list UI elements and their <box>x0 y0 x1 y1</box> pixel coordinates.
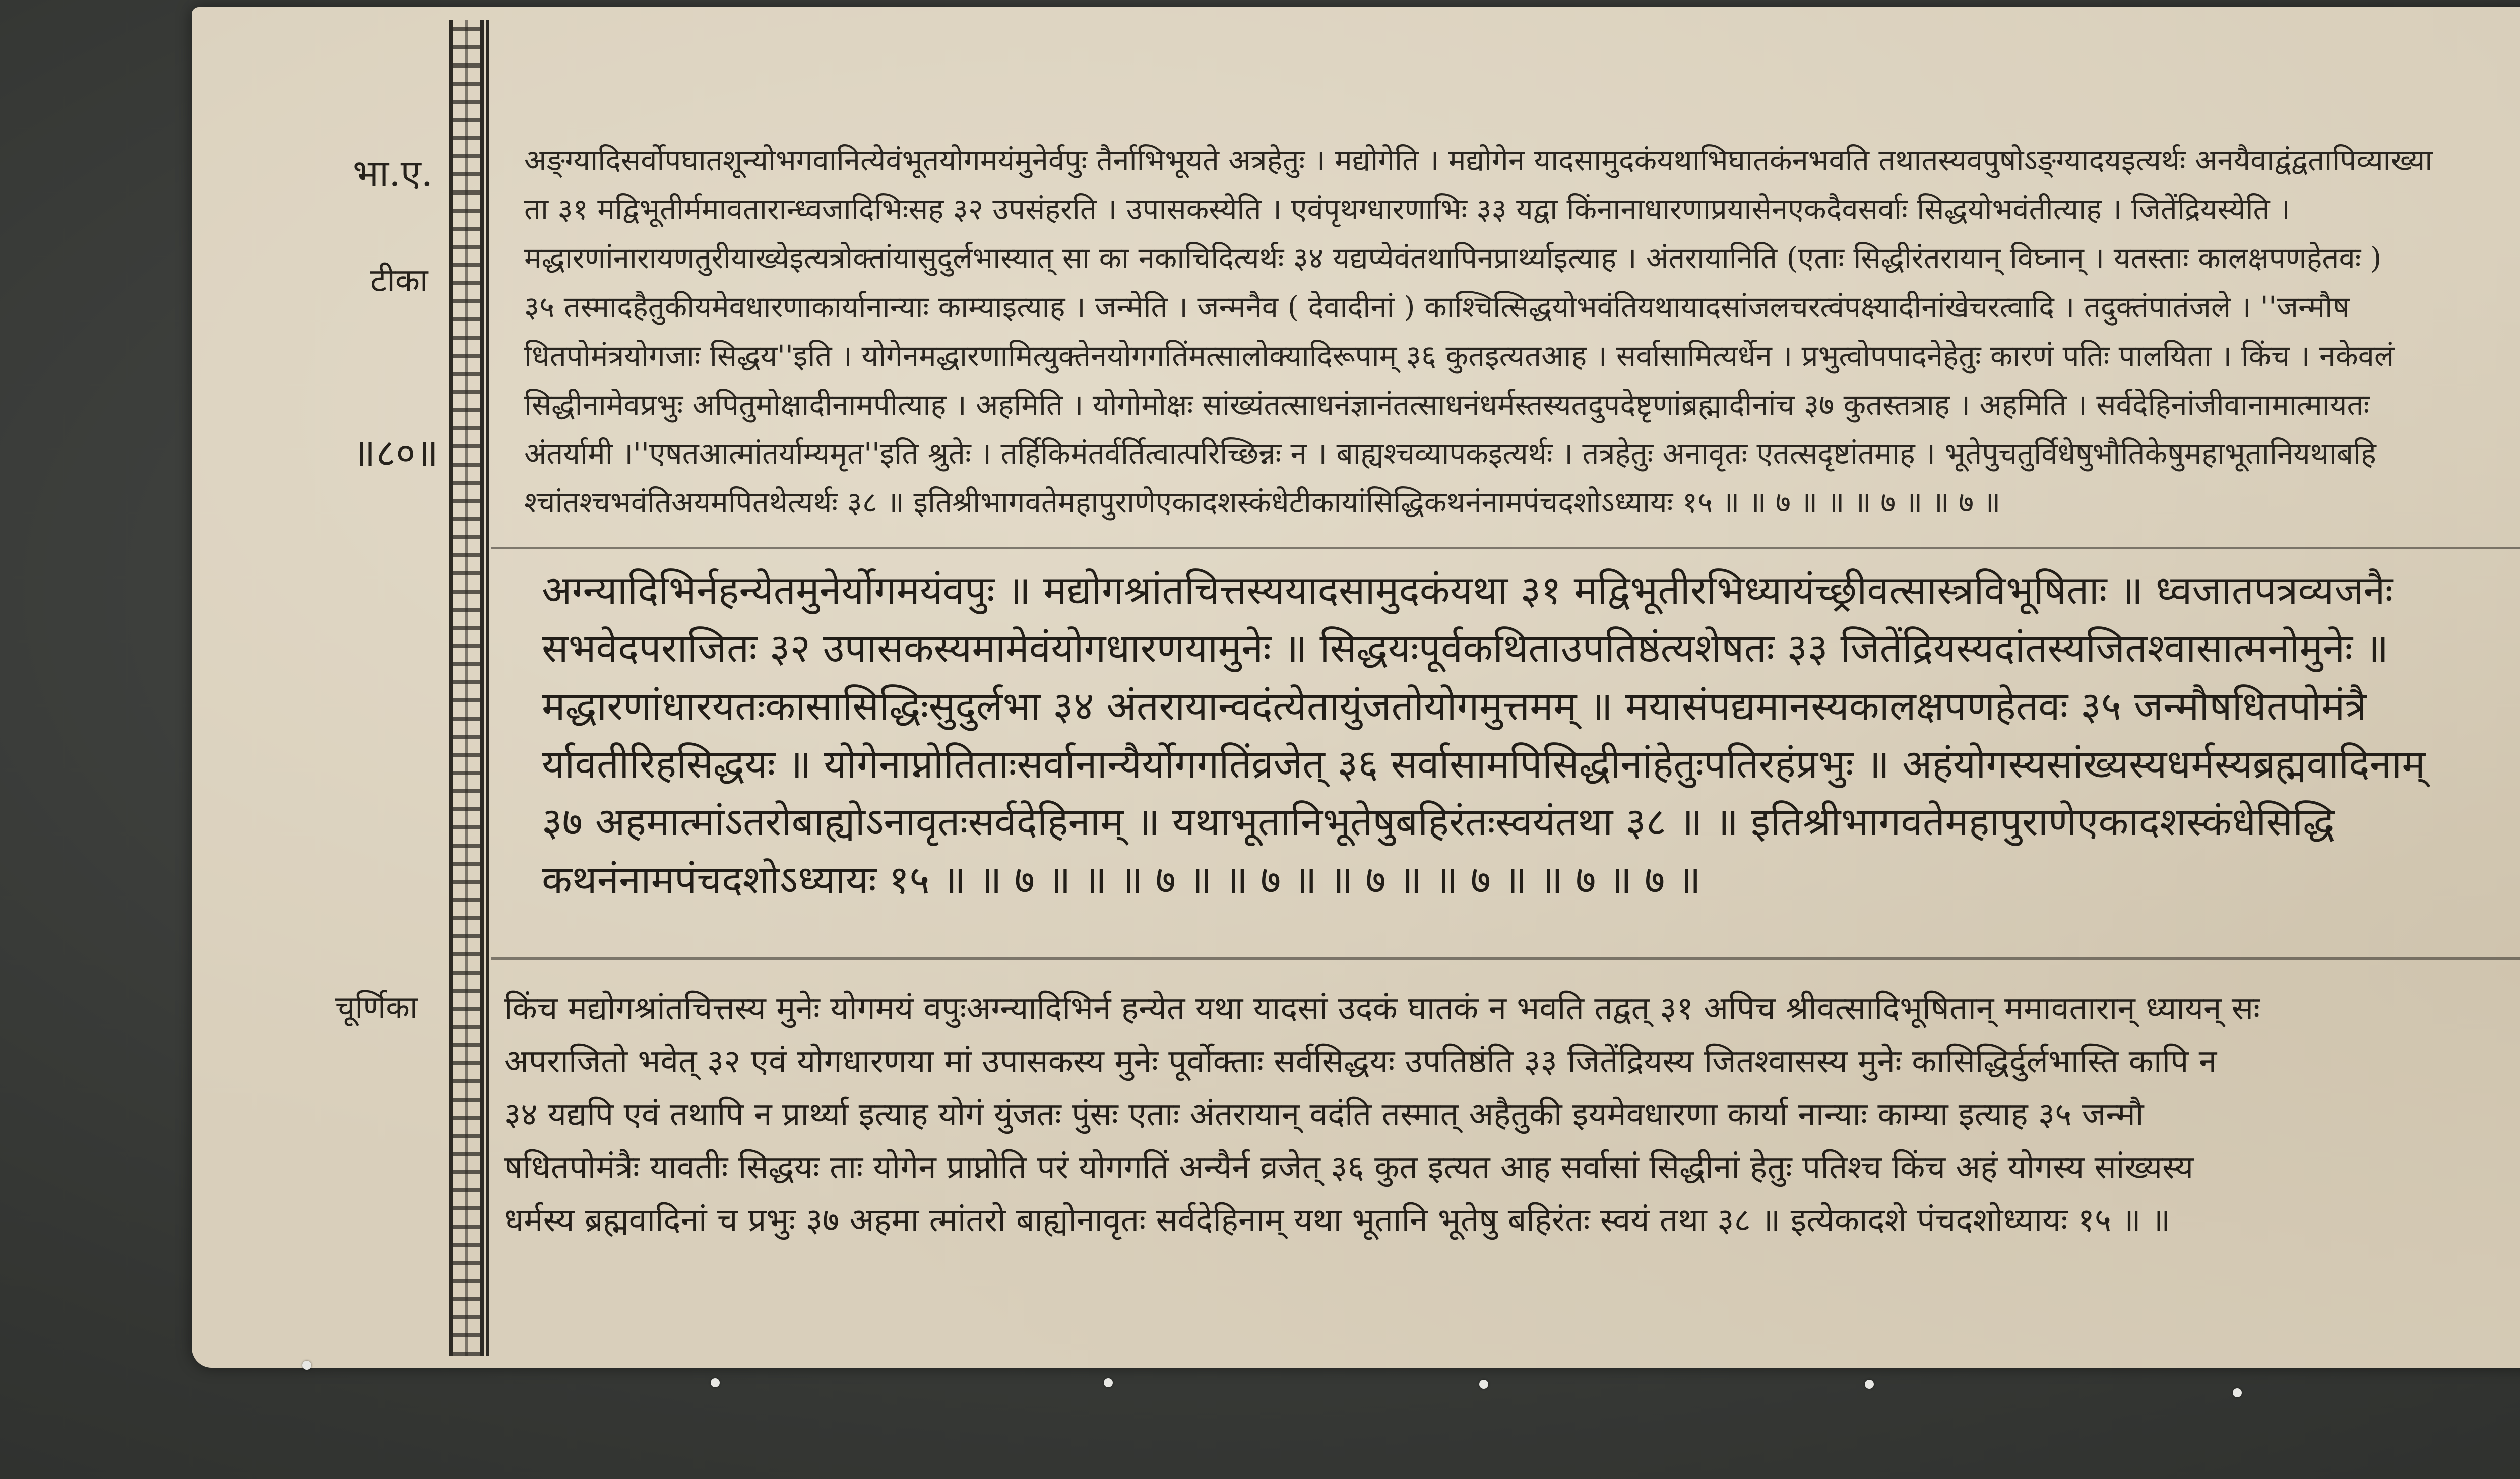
commentary-line: ता ३१ मद्विभूतीर्ममावतारान्ध्वजादिभिःसह ३२ उपसंहरति । उपासकस्येति । एवंपृथग्धारणाभिः ३३ यद्वा किंनानाधारणाप्रयासेनएकदैवसर्वाः सिद्धयोभवंतीत्याह । जितेंद्रियस्येति । <box>524 192 2291 226</box>
commentary-line: धितपोमंत्रयोगजाः सिद्धय''इति । योगेनमद्धारणामित्युक्तेनयोगगतिंमत्सालोक्यादिरूपाम् ३६ कुतइत्यतआह । सर्वासामित्यर्धेन । प्रभुत्वोपपादनेहेतुः कारणं पतिः पालयिता । किंच । नकेवलं <box>524 339 2395 373</box>
churnika-line: किंच मद्योगश्रांतचित्तस्य मुनेः योगमयं वपुःअग्न्यादिभिर्न हन्येत यथा यादसां उदकं घातकं न भवति तद्वत् ३१ अपिच श्रीवत्सादिभूषितान् ममावतारान् ध्यायन् सः <box>504 990 2260 1027</box>
churnika-line: ३४ यद्यपि एवं तथापि न प्रार्थ्या इत्याह योगं युंजतः पुंसः एताः अंतरायान् वदंति तस्मात् अहैतुकी इयमेवधारणा कार्या नान्याः काम्या इत्याह ३५ जन्मौ <box>504 1096 2144 1133</box>
left-border-line <box>486 20 489 1356</box>
commentary-line: श्चांतश्चभवंतिअयमपितथेत्यर्थः ३८ ॥ इतिश्रीभागवतेमहापुराणेएकादशस्कंधेटीकायांसिद्धिकथनंनामपंचदशोऽध्यायः १५ ॥ ॥ ७ ॥ ॥ ॥ ७ ॥ ॥ ७ ॥ <box>524 485 2001 520</box>
commentary-line: अङ्ग्यादिसर्वोपघातशून्योभगवानित्येवंभूतयोगमयंमुनेर्वपुः तैर्नाभिभूयते अत्रहेतुः । मद्योगेति । मद्योगेन यादसामुदकंयथाभिघातकंनभवति तथातस्यवपुषोऽङ्ग्यादयइत्यर्थः अनयैवाद्वंद्वतापिव्याख्या <box>524 143 2433 177</box>
commentary-line: अंतर्यामी ।''एषतआत्मांतर्याम्यमृत''इति श्रुतेः । तर्हिकिमंतर्वर्तित्वात्परिच्छिन्नः न । बाह्यश्चव्यापकइत्यर्थः । तत्रहेतुः अनावृतः एतत्सदृष्टांतमाह । भूतेपुचतुर्विधेषुभौतिकेषुमहाभूतानियथाबहि <box>524 436 2376 471</box>
pin-marker <box>1865 1380 1874 1389</box>
tika-label: टीका <box>370 262 428 299</box>
verse-line: र्यावतीरिहसिद्धयः ॥ योगेनाप्नोतिताःसर्वानान्यैर्योगगतिंव्रजेत् ३६ सर्वासामपिसिद्धीनांहेतुःपतिरहंप्रभुः ॥ अहंयोगस्यसांख्यस्यधर्मस्यब्रह्मवादिनाम् <box>542 742 2425 787</box>
verse-line: ३७ अहमात्मांऽतरोबाह्योऽनावृतःसर्वदेहिनाम् ॥ यथाभूतानिभूतेषुबहिरंतःस्वयंतथा ३८ ॥ ॥ इतिश्रीभागवतेमहापुराणेएकादशस्कंधेसिद्धि <box>542 800 2335 845</box>
divider-verse-churnika <box>491 957 2520 960</box>
left-ornamental-border <box>449 20 484 1356</box>
churnika-block <box>504 983 2520 1247</box>
pin-marker <box>1479 1380 1488 1389</box>
divider-commentary-verse <box>491 547 2520 549</box>
churnika-line: षधितपोमंत्रैः यावतीः सिद्धयः ताः योगेन प्राप्नोति परं योगगतिं अन्यैर्न व्रजेत् ३६ कुत इत्यत आह सर्वासां सिद्धीनां हेतुः पतिश्च किंच अहं योगस्य सांख्यस्य <box>504 1149 2194 1186</box>
main-verse-block <box>542 562 2520 910</box>
churnika-line: धर्मस्य ब्रह्मवादिनां च प्रभुः ३७ अहमा त्मांतरो बाह्योनावृतः सर्वदेहिनाम् यथा भूतानि भूतेषु बहिरंतः स्वयं तथा ३८ ॥ इत्येकादशे पंचदशोध्यायः १५ ॥ ॥ <box>504 1202 2171 1239</box>
commentary-line: ३५ तस्मादहैतुकीयमेवधारणाकार्यानान्याः काम्याइत्याह । जन्मेति । जन्मनैव ( देवादीनां ) काश्चित्सिद्धयोभवंतियथायादसांजलचरत्वंपक्ष्यादीनांखेचरत्वादि । तदुक्तंपातंजले । ''जन्मौष <box>524 290 2350 324</box>
verse-line: मद्धारणांधारयतःकासासिद्धिःसुदुर्लभा ३४ अंतरायान्वदंत्येतायुंजतोयोगमुत्तमम् ॥ मयासंपद्यमानस्यकालक्षपणहेतवः ३५ जन्मौषधितपोमंत्रै <box>542 684 2367 729</box>
commentary-line: मद्धारणांनारायणतुरीयाख्येइत्यत्रोक्तांयासुदुर्लभास्यात् सा का नकाचिदित्यर्थः ३४ यद्यप्येवंतथापिनप्रार्थ्याइत्याह । अंतरायानिति (एताः सिद्धीरंतरायान् विघ्नान् । यतस्ताः कालक्षपणहेतवः ) <box>524 241 2382 275</box>
verse-line: कथनंनामपंचदशोऽध्यायः १५ ॥ ॥ ७ ॥ ॥ ॥ ७ ॥ ॥ ७ ॥ ॥ ७ ॥ ॥ ७ ॥ ॥ ७ ॥ ७ ॥ <box>542 858 1701 903</box>
pin-marker <box>711 1378 720 1387</box>
commentary-line: सिद्धीनामेवप्रभुः अपितुमोक्षादीनामपीत्याह । अहमिति । योगोमोक्षः सांख्यंतत्साधनंज्ञानंतत्साधनंधर्मस्तस्यतदुपदेष्टृणांब्रह्मादीनांच ३७ कुतस्तत्राह । अहमिति । सर्वदेहिनांजीवानामात्मायतः <box>524 388 2370 422</box>
tika-commentary-block <box>524 136 2520 527</box>
verse-line: अग्न्यादिभिर्नहन्येतमुनेर्योगमयंवपुः ॥ मद्योगश्रांतचित्तस्ययादसामुदकंयथा ३१ मद्विभूतीरभिध्यायंच्छ्रीवत्सास्त्रविभूषिताः ॥ ध्वजातपत्रव्यजनैः <box>542 568 2393 613</box>
pin-marker <box>1104 1378 1113 1387</box>
churnika-label: चूर्णिका <box>335 989 418 1025</box>
pin-marker <box>2233 1388 2242 1397</box>
left-page-number: ॥८०॥ <box>353 430 439 475</box>
churnika-line: अपराजितो भवेत् ३२ एवं योगधारणया मां उपासकस्य मुनेः पूर्वोक्ताः सर्वसिद्धयः उपतिष्ठंति ३३ जितेंद्रियस्य जितश्वासस्य मुनेः कासिद्धिर्दुर्लभास्ति कापि न <box>504 1043 2217 1080</box>
verse-line: सभवेदपराजितः ३२ उपासकस्यमामेवंयोगधारणयामुनेः ॥ सिद्धयःपूर्वकथिताउपतिष्ठंत्यशेषतः ३३ जितेंद्रियस्यदांतस्यजितश्वासात्मनोमुनेः ॥ <box>542 626 2389 671</box>
left-margin-title: भा.ए. <box>353 152 433 195</box>
pin-marker <box>302 1361 311 1370</box>
